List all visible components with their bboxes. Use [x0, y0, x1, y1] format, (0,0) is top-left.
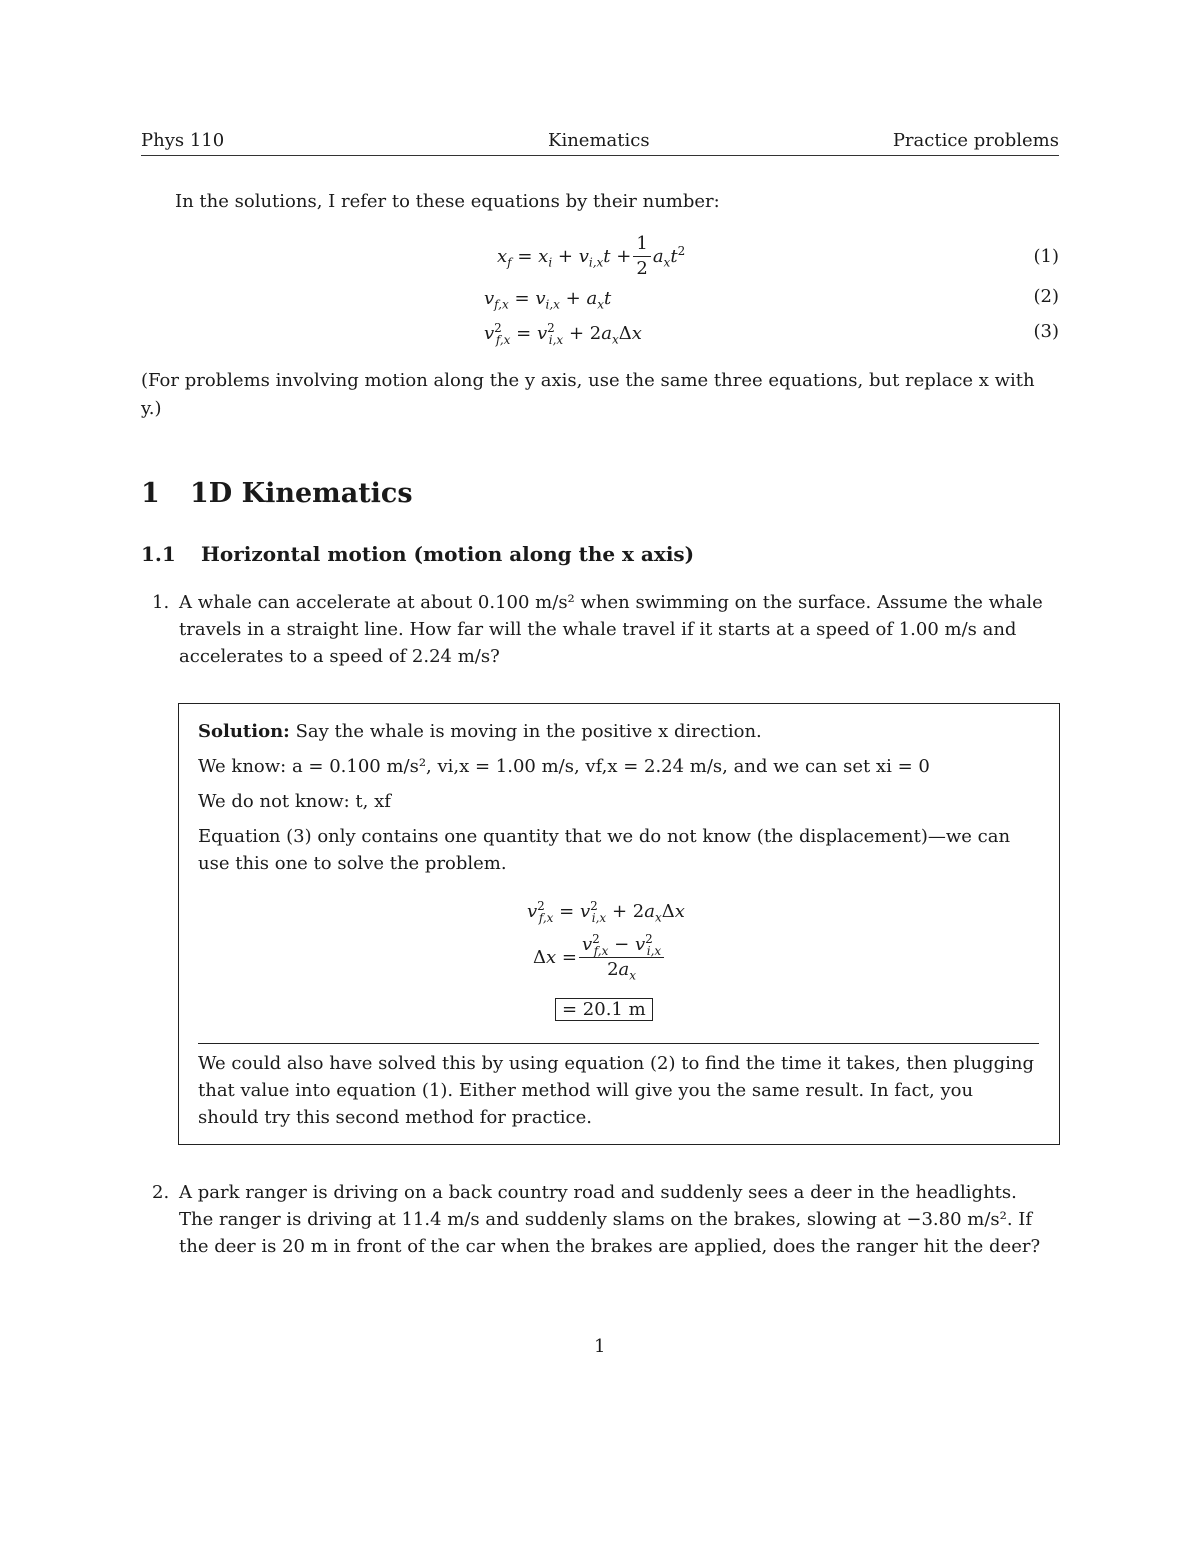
solution-answer	[555, 996, 653, 1023]
note-line-2: y.)	[141, 398, 162, 419]
problem-1-line-1: A whale can accelerate at about 0.100 m/s² when swimming on the surface. Assume the whale	[179, 592, 1043, 613]
answer-box: = 20.1 m	[555, 998, 653, 1021]
solution-first-line: Say the whale is moving in the positive x direction.	[295, 721, 762, 742]
page-number: 1	[594, 1336, 606, 1357]
header-rule	[141, 155, 1059, 156]
solution-divider	[198, 1043, 1039, 1044]
solution-extra-1: We could also have solved this by using equation (2) to find the time it takes, then plugging	[198, 1053, 1034, 1074]
solution-unknown: We do not know: t, xf	[198, 791, 391, 812]
solution-heading: Solution:	[198, 721, 290, 742]
solution-explain-1: Equation (3) only contains one quantity that we do not know (the displacement)—we can	[198, 826, 1011, 847]
intro-text: In the solutions, I refer to these equations by their number:	[175, 191, 720, 212]
problem-2-label: 2.	[152, 1182, 170, 1203]
equation-2: $v_{f,x} = v_{i,x} + a_xt$	[484, 288, 612, 312]
header-right: Practice problems	[892, 130, 1059, 151]
problem-2-line-3: the deer is 20 m in front of the car when the brakes are applied, does the ranger hit the deer?	[179, 1236, 1041, 1257]
equation-3-number: (3)	[1033, 321, 1059, 342]
solution-extra-2: that value into equation (1). Either method will give you the same result. In fact, you	[198, 1080, 974, 1101]
problem-2-line-2: The ranger is driving at 11.4 m/s and suddenly slams on the brakes, slowing at −3.80 m/s². If	[179, 1209, 1033, 1230]
solution-explain-2: use this one to solve the problem.	[198, 853, 507, 874]
header-center: Kinematics	[548, 130, 650, 151]
solution-heading-line	[198, 718, 762, 745]
equation-1-number: (1)	[1033, 246, 1059, 267]
equation-2-number: (2)	[1033, 286, 1059, 307]
equation-1: $x_f = x_i + v_{i,x}t$ + $\frac{1}{2}$ $a_xt^2$	[497, 233, 686, 279]
equation-3: $v^2_{f,x} = v^2_{i,x} + 2a_x\Delta x$	[484, 321, 642, 347]
solution-equation-2: Δx = $\frac{v^2_{f,x} - v^2_{i,x}}{2a_x}$	[533, 933, 666, 982]
section-title: 1D Kinematics	[190, 478, 413, 509]
solution-known: We know: a = 0.100 m/s², vi,x = 1.00 m/s, vf,x = 2.24 m/s, and we can set xi = 0	[198, 756, 930, 777]
note-line-1: (For problems involving motion along the y axis, use the same three equations, but replace x with	[141, 370, 1035, 391]
problem-1-label: 1.	[152, 592, 170, 613]
header-left: Phys 110	[141, 130, 225, 151]
subsection-title: Horizontal motion (motion along the x axis)	[201, 542, 695, 566]
problem-2-line-1: A park ranger is driving on a back country road and suddenly sees a deer in the headlights.	[179, 1182, 1017, 1203]
solution-equation-1: $v^2_{f,x} = v^2_{i,x} + 2a_x\Delta x$	[527, 899, 685, 925]
problem-1-line-2: travels in a straight line. How far will the whale travel if it starts at a speed of 1.00 m/s and	[179, 619, 1017, 640]
section-number: 1	[141, 478, 160, 509]
problem-1-line-3: accelerates to a speed of 2.24 m/s?	[179, 646, 500, 667]
subsection-number: 1.1	[141, 542, 176, 566]
solution-extra-3: should try this second method for practice.	[198, 1107, 593, 1128]
